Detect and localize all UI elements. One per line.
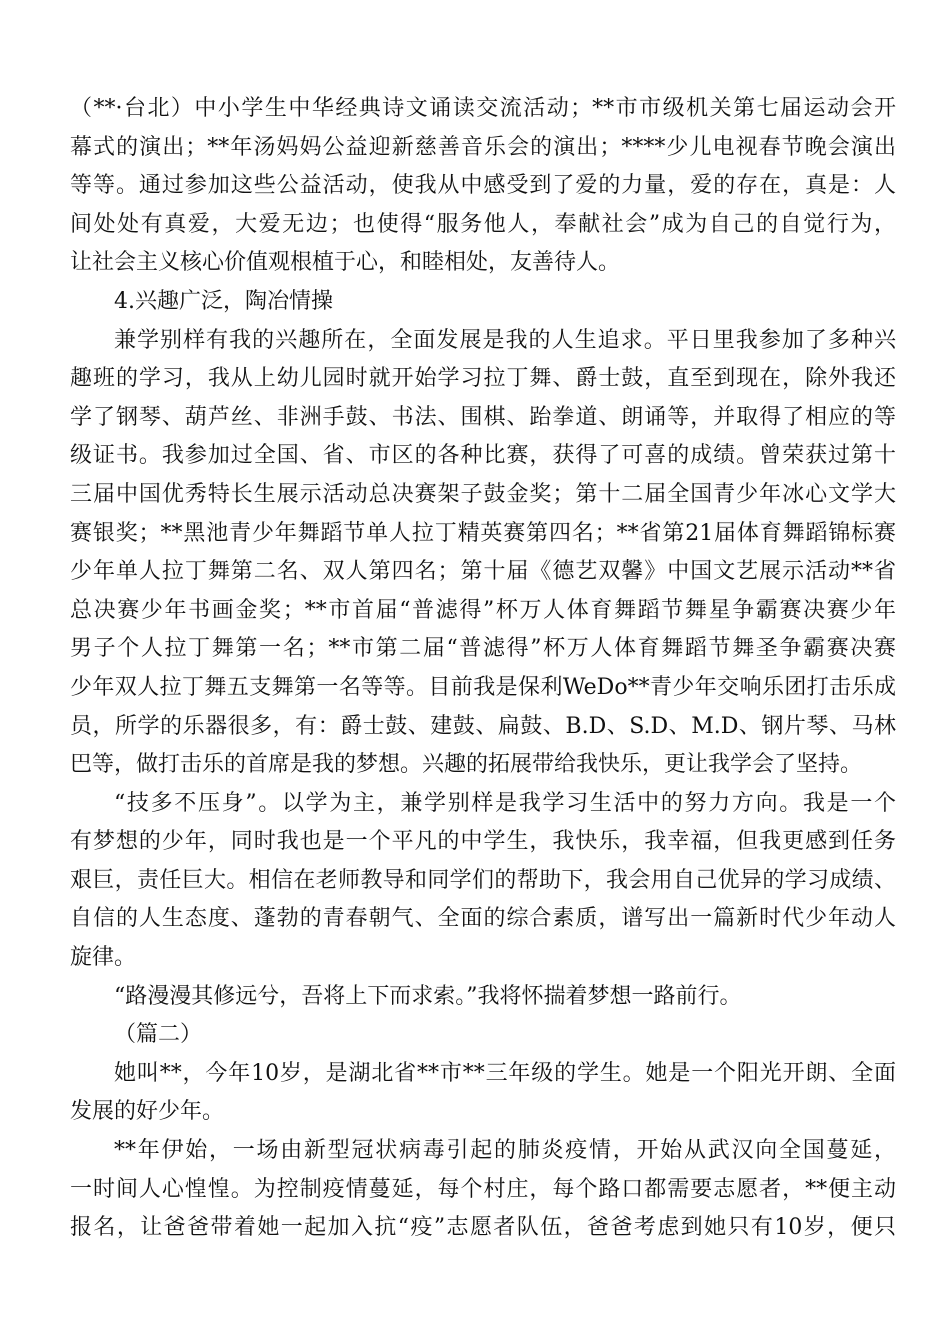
text-line: 少年双人拉丁舞五支舞第一名等等。目前我是保利WeDo**青少年交响乐团打击乐成 xyxy=(70,674,896,700)
text-line: 赛银奖；**黑池青少年舞蹈节单人拉丁精英赛第四名；**省第21届体育舞蹈锦标赛 xyxy=(70,520,896,546)
section-heading: （篇二） xyxy=(114,1022,203,1048)
text-line: 自信的人生态度、蓬勃的青春朝气、全面的综合素质，谱写出一篇新时代少年动人 xyxy=(70,906,896,932)
text-line: 报名，让爸爸带着她一起加入抗“疫”志愿者队伍，爸爸考虑到她只有10岁，便只 xyxy=(70,1215,896,1241)
text-line: 幕式的演出；**年汤妈妈公益迎新慈善音乐会的演出；****少儿电视春节晚会演出 xyxy=(70,134,896,160)
text-line: 趣班的学习，我从上幼儿园时就开始学习拉丁舞、爵士鼓，直至到现在，除外我还 xyxy=(70,366,896,392)
text-line: 员，所学的乐器很多，有：爵士鼓、建鼓、扁鼓、B.D、S.D、M.D、钢片琴、马林 xyxy=(70,713,896,739)
text-line: 总决赛少年书画金奖；**市首届“普滤得”杯万人体育舞蹈节舞星争霸赛决赛少年 xyxy=(70,597,896,623)
document-body xyxy=(70,90,896,1248)
text-line: 等等。通过参加这些公益活动，使我从中感受到了爱的力量，爱的存在，真是：人 xyxy=(70,173,896,199)
text-line: 一时间人心惶惶。为控制疫情蔓延，每个村庄，每个路口都需要志愿者，**便主动 xyxy=(70,1176,896,1202)
text-line: 发展的好少年。 xyxy=(70,1099,225,1125)
text-line: 艰巨，责任巨大。相信在老师教导和同学们的帮助下，我会用自己优异的学习成绩、 xyxy=(70,867,896,893)
text-line: **年伊始，一场由新型冠状病毒引起的肺炎疫情，开始从武汉向全国蔓延， xyxy=(114,1138,896,1164)
text-line: 有梦想的少年，同时我也是一个平凡的中学生，我快乐，我幸福，但我更感到任务 xyxy=(70,829,896,855)
text-line: “技多不压身”。以学为主，兼学别样是我学习生活中的努力方向。我是一个 xyxy=(114,790,896,816)
text-line: 旋律。 xyxy=(70,945,137,971)
text-line: 男子个人拉丁舞第一名；**市第二届“普滤得”杯万人体育舞蹈节舞圣争霸赛决赛 xyxy=(70,636,896,662)
text-line: 间处处有真爱，大爱无边；也使得“服务他人，奉献社会”成为自己的自觉行为， xyxy=(70,211,896,237)
text-line: （**·台北）中小学生中华经典诗文诵读交流活动；**市市级机关第七届运动会开 xyxy=(70,96,896,121)
text-line: 兼学别样有我的兴趣所在，全面发展是我的人生追求。平日里我参加了多种兴 xyxy=(114,327,896,353)
text-line: 级证书。我参加过全国、省、市区的各种比赛，获得了可喜的成绩。曾荣获过第十 xyxy=(70,443,896,469)
text-line: 少年单人拉丁舞第二名、双人第四名；第十届《德艺双馨》中国文艺展示活动**省 xyxy=(70,559,896,585)
text-line: 学了钢琴、葫芦丝、非洲手鼓、书法、围棋、跆拳道、朗诵等，并取得了相应的等 xyxy=(70,404,896,430)
text-line: 让社会主义核心价值观根植于心，和睦相处，友善待人。 xyxy=(70,250,621,276)
section-heading: 4.兴趣广泛，陶冶情操 xyxy=(114,288,333,314)
text-line: 三届中国优秀特长生展示活动总决赛架子鼓金奖；第十二届全国青少年冰心文学大 xyxy=(70,481,896,507)
text-line: 她叫**，今年10岁，是湖北省**市**三年级的学生。她是一个阳光开朗、全面 xyxy=(114,1060,896,1086)
text-line: “路漫漫其修远兮，吾将上下而求索。”我将怀揣着梦想一路前行。 xyxy=(114,983,742,1009)
text-line: 巴等，做打击乐的首席是我的梦想。兴趣的拓展带给我快乐，更让我学会了坚持。 xyxy=(70,752,863,778)
